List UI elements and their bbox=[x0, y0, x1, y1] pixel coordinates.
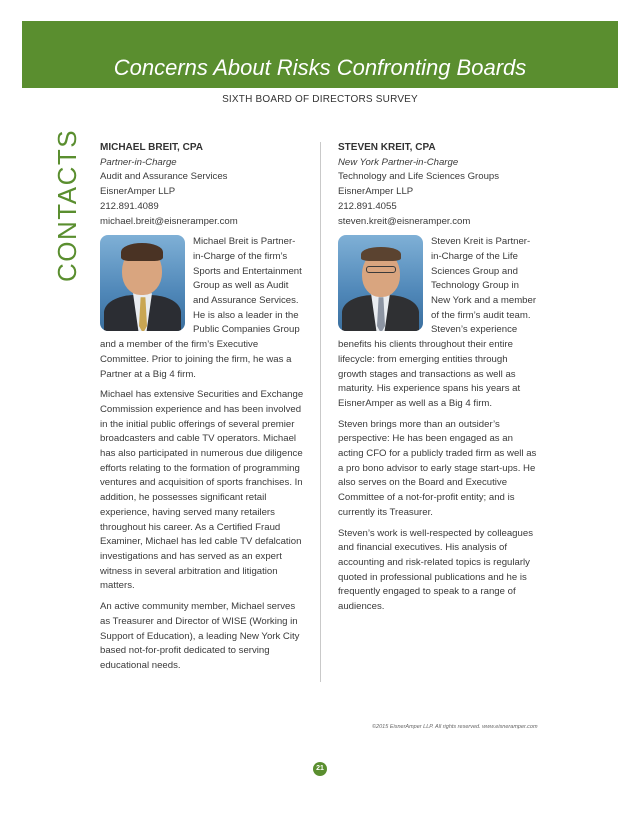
page-number-badge: 21 bbox=[313, 762, 327, 776]
contact-role: New York Partner-in-Charge bbox=[338, 156, 459, 168]
bio-paragraph: Steven brings more than an outsider’s perspective: He has been engaged as an acting CFO for a publicly traded firm as well as a pro bono advisor to early stage start-ups. He also serves on the Board and Executive Committee of a not-for-profit entity; and is currently its Treasurer. bbox=[338, 418, 537, 518]
contact-card-michael-breit bbox=[100, 141, 305, 680]
page-title: Concerns About Risks Confronting Boards bbox=[113, 55, 527, 80]
contact-card-steven-kreit bbox=[338, 141, 538, 621]
contact-firm: EisnerAmper LLP bbox=[100, 186, 176, 198]
title-banner bbox=[22, 21, 618, 88]
contact-name: STEVEN KREIT, CPA bbox=[338, 142, 436, 153]
contact-email[interactable]: steven.kreit@eisneramper.com bbox=[338, 215, 471, 227]
portrait-photo bbox=[100, 235, 185, 331]
bio-paragraph: Michael Breit is Partner-in-Charge of the firm’s Sports and Entertainment Group as well as Audit and Assurance Services. He is also a leader in the Public Companies Group and a member of the firm’s Executive Committee. Prior to joining the firm, he was a Partner at a Big 4 firm. bbox=[100, 236, 302, 380]
contact-role: Partner-in-Charge bbox=[100, 156, 177, 168]
contact-group: Technology and Life Sciences Groups bbox=[338, 171, 500, 183]
page-subtitle: SIXTH BOARD OF DIRECTORS SURVEY bbox=[222, 94, 418, 105]
copyright-footer: ©2015 EisnerAmper LLP. All rights reserved. www.eisneramper.com bbox=[372, 724, 538, 730]
contacts-side-label: CONTACTS bbox=[52, 128, 82, 282]
contact-email[interactable]: michael.breit@eisneramper.com bbox=[100, 215, 238, 227]
contact-name: MICHAEL BREIT, CPA bbox=[100, 142, 203, 153]
contact-firm: EisnerAmper LLP bbox=[338, 186, 414, 198]
contact-phone[interactable]: 212.891.4055 bbox=[338, 200, 397, 212]
contact-phone[interactable]: 212.891.4089 bbox=[100, 200, 159, 212]
portrait-photo bbox=[338, 235, 423, 331]
contact-group: Audit and Assurance Services bbox=[100, 171, 228, 183]
bio-paragraph: Steven Kreit is Partner-in-Charge of the Life Sciences Group and Technology Group in New York and a member of the firm’s audit team. Steven’s experience benefits his clients throughout their entire lifecycle: from emerging entities through growth stages and transactions as well as maturity. His experience spans his years at EisnerAmper as well as a Big 4 firm. bbox=[338, 236, 537, 409]
column-divider bbox=[320, 142, 321, 682]
bio-paragraph: Steven’s work is well-respected by colleagues and financial executives. His analysis of accounting and risk-related topics is regularly quoted in professional publications and he is frequently engaged to speak to a range of audiences. bbox=[338, 527, 533, 613]
bio-paragraph: Michael has extensive Securities and Exchange Commission experience and has been involved in the initial public offerings of several premier broadcasters and cable TV operators. Michael has also participated in numerous due diligence efforts relating to the formation of programming ventures and acquisition of sports franchises. In addition, he possesses significant retail experience, having served many retailers throughout his career. As a Certified Fraud Examiner, Michael has led cable TV defalcation investigations and has served as an expert witness in several arbitration and litigation matters. bbox=[100, 389, 304, 592]
bio-paragraph: An active community member, Michael serves as Treasurer and Director of WISE (Working in Support of Education), a leading New York City based not-for-profit dedicated to serving educational needs. bbox=[100, 601, 300, 671]
